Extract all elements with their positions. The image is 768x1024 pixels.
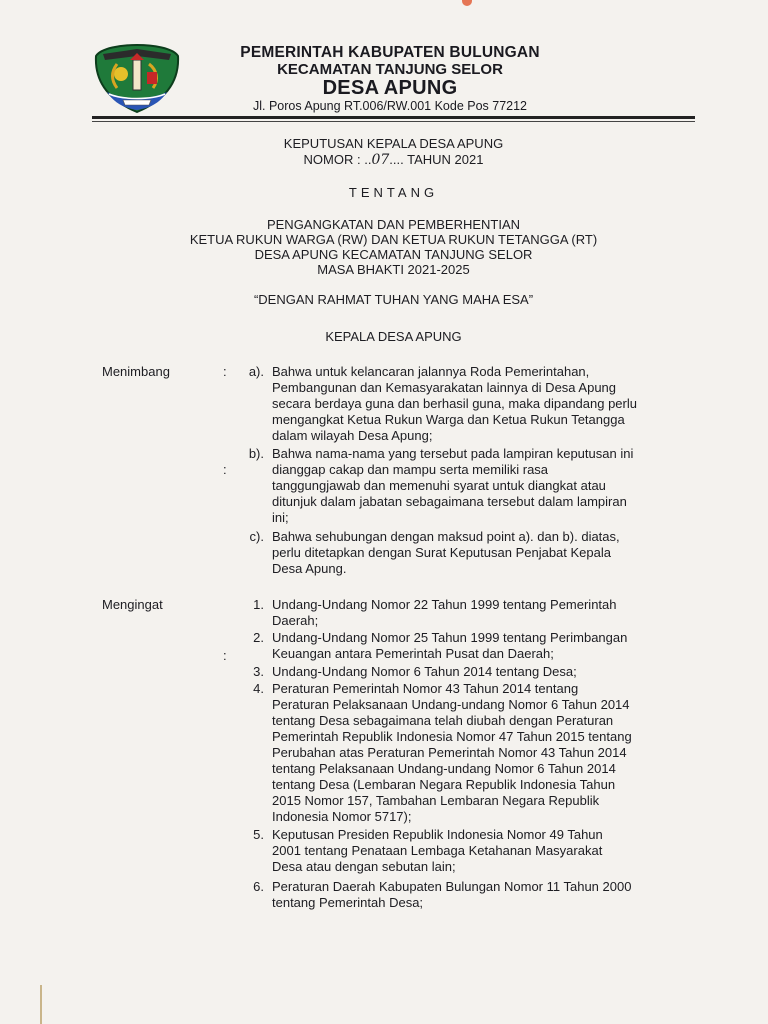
mengingat-2-line: Undang-Undang Nomor 25 Tahun 1999 tentang Perimbangan — [272, 630, 628, 645]
letterhead-rule-thin — [92, 121, 695, 122]
subject-line-1: PENGANGKATAN DAN PEMBERHENTIAN — [266, 217, 521, 232]
tentang-heading: TENTANG — [348, 185, 439, 200]
mengingat-1-line: Undang-Undang Nomor 22 Tahun 1999 tentang Pemerintah — [272, 597, 617, 612]
mengingat-4-line: Pemerintah Republik Indonesia Nomor 47 Tahun 2015 tentang — [272, 729, 632, 744]
menimbang-b-line: tanggungjawab dan memenuhi syarat untuk diangkat atau — [272, 478, 606, 493]
menimbang-b-line: dianggap cakap dan mampu serta memiliki rasa — [272, 462, 549, 477]
menimbang-b-line: Bahwa nama-nama yang tersebut pada lampiran keputusan ini — [272, 446, 634, 461]
menimbang-c-line: perlu ditetapkan dengan Surat Keputusan Penjabat Kepala — [272, 545, 611, 560]
invocation: “DENGAN RAHMAT TUHAN YANG MAHA ESA” — [253, 292, 534, 307]
menimbang-marker-a: a). — [248, 364, 264, 379]
letterhead-district: KECAMATAN TANJUNG SELOR — [277, 61, 503, 78]
mengingat-item-6 — [272, 879, 687, 911]
mengingat-4-line: Peraturan Pelaksanaan Undang-undang Nomor 6 Tahun 2014 — [272, 697, 630, 712]
mengingat-5-line: 2001 tentang Penataan Lembaga Ketahanan Masyarakat — [272, 843, 603, 858]
authority-heading: KEPALA DESA APUNG — [325, 329, 462, 344]
mengingat-4-line: Peraturan Pemerintah Nomor 43 Tahun 2014 tentang — [272, 681, 579, 696]
mengingat-4-line: 2015 Nomor 157, Tambahan Lembaran Negara Republik — [272, 793, 600, 808]
mengingat-6-line: tentang Pemerintah Desa; — [272, 895, 424, 910]
menimbang-marker-b: b). — [248, 446, 264, 461]
letterhead-address: Jl. Poros Apung RT.006/RW.001 Kode Pos 77212 — [252, 99, 528, 113]
letterhead-government: PEMERINTAH KABUPATEN BULUNGAN — [240, 44, 540, 61]
mengingat-4-line: tentang Desa (Lembaran Negara Republik Indonesia Tahun — [272, 777, 616, 792]
mengingat-colon: : — [223, 648, 227, 663]
menimbang-item-a — [272, 364, 687, 444]
mengingat-label: Mengingat — [102, 597, 163, 612]
mengingat-4-line: Perubahan atas Peraturan Pemerintah Nomor 43 Tahun 2014 — [272, 745, 627, 760]
menimbang-item-b — [272, 446, 687, 526]
mengingat-item-3 — [272, 664, 687, 680]
mengingat-marker-5: 5. — [253, 827, 264, 842]
kabupaten-bulungan-emblem-icon — [93, 42, 181, 114]
menimbang-colon: : — [223, 364, 227, 379]
mengingat-1-line: Daerah; — [272, 613, 319, 628]
menimbang-a-line: Pembangunan dan Kemasyarakatan lainnya di Desa Apung — [272, 380, 617, 395]
mengingat-item-5 — [272, 827, 687, 875]
mengingat-4-line: tentang Desa sebagaimana telah diubah dengan Peraturan — [272, 713, 614, 728]
letterhead-village: DESA APUNG — [322, 77, 458, 99]
decree-title: KEPUTUSAN KEPALA DESA APUNG — [283, 136, 504, 151]
mengingat-marker-6: 6. — [253, 879, 264, 894]
mengingat-marker-1: 1. — [253, 597, 264, 612]
menimbang-a-line: Bahwa untuk kelancaran jalannya Roda Pemerintahan, — [272, 364, 590, 379]
menimbang-label: Menimbang — [102, 364, 170, 379]
menimbang-marker-c: c). — [249, 529, 264, 544]
mengingat-item-2 — [272, 630, 687, 662]
menimbang-c-line: Desa Apung. — [272, 561, 347, 576]
scan-artifact-mark — [462, 0, 472, 6]
subject-line-4: MASA BHAKTI 2021-2025 — [317, 262, 470, 277]
decree-number — [92, 152, 695, 168]
menimbang-b-line: ditunjuk dalam jabatan sebagaimana tersebut dalam lampiran — [272, 494, 627, 509]
mengingat-4-line: Indonesia Nomor 5717); — [272, 809, 412, 824]
letterhead-rule-thick — [92, 116, 695, 119]
scan-artifact-edge — [40, 985, 42, 1024]
mengingat-2-line: Keuangan antara Pemerintah Pusat dan Daerah; — [272, 646, 554, 661]
mengingat-5-line: Desa atau dengan sebutan lain; — [272, 859, 456, 874]
menimbang-c-line: Bahwa sehubungan dengan maksud point a). dan b). diatas, — [272, 529, 620, 544]
subject-line-2: KETUA RUKUN WARGA (RW) DAN KETUA RUKUN TETANGGA (RT) — [189, 232, 598, 247]
menimbang-a-line: mengangkat Ketua Rukun Warga dan Ketua Rukun Tetangga — [272, 412, 625, 427]
decree-number-suffix: .... TAHUN 2021 — [389, 152, 484, 167]
decree-number-prefix: NOMOR : .. — [303, 152, 372, 167]
menimbang-colon-stray: : — [223, 462, 227, 477]
mengingat-marker-3: 3. — [253, 664, 264, 679]
subject-line-3: DESA APUNG KECAMATAN TANJUNG SELOR — [254, 247, 533, 262]
mengingat-4-line: tentang Pelaksanaan Undang-undang Nomor 6 Tahun 2014 — [272, 761, 616, 776]
menimbang-a-line: dalam wilayah Desa Apung; — [272, 428, 433, 443]
decree-number-handwritten: 07 — [371, 152, 390, 168]
mengingat-marker-4: 4. — [253, 681, 264, 696]
mengingat-marker-2: 2. — [253, 630, 264, 645]
menimbang-b-line: ini; — [272, 510, 289, 525]
mengingat-5-line: Keputusan Presiden Republik Indonesia Nomor 49 Tahun — [272, 827, 603, 842]
mengingat-item-1 — [272, 597, 687, 629]
menimbang-a-line: secara berdaya guna dan berhasil guna, maka dipandang perlu — [272, 396, 637, 411]
menimbang-item-c — [272, 529, 687, 577]
mengingat-3-line: Undang-Undang Nomor 6 Tahun 2014 tentang Desa; — [272, 664, 577, 679]
mengingat-6-line: Peraturan Daerah Kabupaten Bulungan Nomor 11 Tahun 2000 — [272, 879, 632, 894]
mengingat-item-4 — [272, 681, 687, 825]
